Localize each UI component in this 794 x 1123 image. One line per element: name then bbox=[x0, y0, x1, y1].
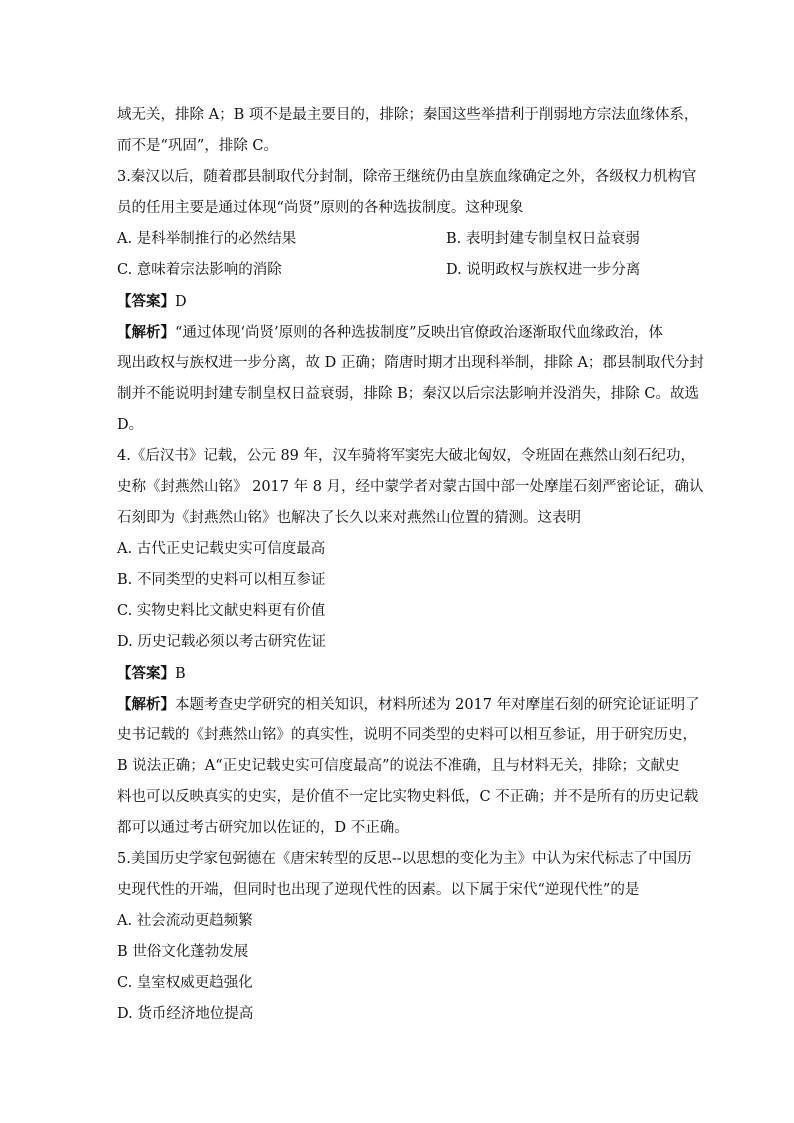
q4-option-d: D. 历史记载必须以考古研究佐证 bbox=[117, 634, 326, 650]
q3-answer-value: D bbox=[175, 294, 187, 310]
q4-analysis-label: 【解析】 bbox=[117, 696, 175, 713]
q4-stem-line-2: 史称《封燕然山铭》 2017 年 8 月，经中蒙学者对蒙古国中部一处摩崖石刻严密论证，确认 bbox=[117, 479, 704, 495]
q4-option-a: A. 古代正史记载史实可信度最高 bbox=[117, 541, 326, 557]
q3-analysis-line-1 bbox=[117, 317, 679, 348]
q3-option-b: B. 表明封建专制皇权日益衰弱 bbox=[446, 231, 640, 247]
q4-analysis-line-1 bbox=[117, 689, 700, 720]
q4-option-b: B. 不同类型的史料可以相互参证 bbox=[117, 572, 326, 588]
prev-analysis-line-2: 而不是“巩固”，排除 C。 bbox=[117, 138, 279, 154]
q3-stem-line-1: 3.秦汉以后，随着郡县制取代分封制，除帝王继统仍由皇族血缘确定之外，各级权力机构官 bbox=[117, 169, 697, 185]
q3-analysis-label: 【解析】 bbox=[117, 324, 175, 341]
q4-answer-value: B bbox=[175, 666, 186, 682]
q5-option-d: D. 货币经济地位提高 bbox=[117, 1006, 254, 1022]
q3-stem-line-2: 员的任用主要是通过体现“尚贤”原则的各种选拔制度。这种现象 bbox=[117, 200, 524, 216]
q4-analysis-line-5: 都可以通过考古研究加以佐证的，D 不正确。 bbox=[117, 820, 409, 836]
q3-analysis-line-3: 制并不能说明封建专制皇权日益衰弱，排除 B；秦汉以后宗法影响并没消失，排除 C。故选 bbox=[117, 386, 699, 402]
q3-option-d: D. 说明政权与族权进一步分离 bbox=[446, 262, 641, 278]
q5-stem-line-1: 5.美国历史学家包弼德在《唐宋转型的反思--以思想的变化为主》中认为宋代标志了中国历 bbox=[117, 851, 692, 867]
q3-option-c: C. 意味着宗法影响的消除 bbox=[117, 262, 282, 278]
q5-stem-line-2: 史现代性的开端，但同时也出现了逆现代性的因素。以下属于宋代“逆现代性”的是 bbox=[117, 882, 640, 898]
q3-options-row-2 bbox=[117, 255, 679, 286]
q3-analysis-text-1: “通过体现‘尚贤’原则的各种选拔制度”反映出官僚政治逐渐取代血缘政治，体 bbox=[175, 325, 664, 341]
q4-analysis-line-3: B 说法正确；A“正史记载史实可信度最高”的说法不准确，且与材料无关，排除；文献史 bbox=[117, 758, 680, 774]
q3-analysis-line-4: D。 bbox=[117, 417, 144, 433]
q4-stem-line-3: 石刻即为《封燕然山铭》也解决了长久以来对燕然山位置的猜测。这表明 bbox=[117, 510, 581, 526]
q5-option-a: A. 社会流动更趋频繁 bbox=[117, 913, 253, 929]
q4-answer-label: 【答案】 bbox=[117, 665, 175, 682]
q4-answer bbox=[117, 658, 679, 689]
q4-stem-line-1: 4.《后汉书》记载，公元 89 年，汉车骑将军窦宪大破北匈奴，令班固在燕然山刻石纪功， bbox=[117, 448, 695, 464]
q3-answer bbox=[117, 286, 679, 317]
q4-analysis-text-1: 本题考查史学研究的相关知识，材料所述为 2017 年对摩崖石刻的研究论证证明了 bbox=[175, 697, 700, 713]
q4-analysis-line-2: 史书记载的《封燕然山铭》的真实性，说明不同类型的史料可以相互参证，用于研究历史， bbox=[117, 727, 697, 743]
q4-option-c: C. 实物史料比文献史料更有价值 bbox=[117, 603, 326, 619]
q3-option-a: A. 是科举制推行的必然结果 bbox=[117, 231, 297, 247]
q5-option-b: B 世俗文化蓬勃发展 bbox=[117, 944, 249, 960]
exam-page bbox=[117, 100, 704, 1030]
q3-analysis-line-2: 现出政权与族权进一步分离，故 D 正确；隋唐时期才出现科举制，排除 A；郡县制取代分封 bbox=[117, 355, 704, 371]
q4-analysis-line-4: 料也可以反映真实的史实，是价值不一定比实物史料低，C 不正确；并不是所有的历史记载 bbox=[117, 789, 699, 805]
prev-analysis-line-1: 域无关，排除 A；B 项不是最主要目的，排除；秦国这些举措利于削弱地方宗法血缘体系， bbox=[117, 107, 699, 123]
q3-options-row-1 bbox=[117, 224, 679, 255]
q5-option-c: C. 皇室权威更趋强化 bbox=[117, 975, 253, 991]
q3-answer-label: 【答案】 bbox=[117, 293, 175, 310]
